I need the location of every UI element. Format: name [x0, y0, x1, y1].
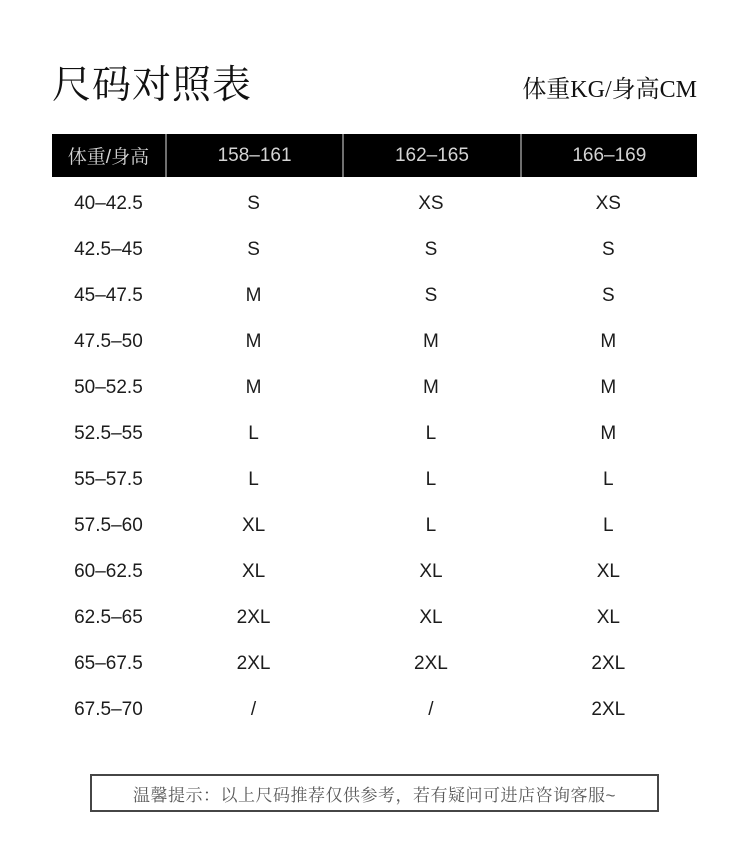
table-row — [52, 503, 697, 549]
row-weight-label: 52.5–55 — [74, 423, 143, 444]
size-cell: L — [248, 423, 259, 444]
size-cell: M — [600, 377, 617, 398]
size-cell: XS — [595, 193, 621, 214]
row-weight-label: 45–47.5 — [74, 285, 143, 306]
size-cell: S — [601, 239, 615, 260]
size-cell: XL — [419, 607, 443, 628]
size-cell: 2XL — [236, 653, 271, 674]
size-cell: M — [423, 377, 439, 398]
table-row — [52, 595, 697, 641]
size-cell: S — [424, 285, 438, 306]
size-cell: L — [425, 423, 437, 444]
table-row — [52, 227, 697, 273]
header-cell-weight-height: 体重/身高 — [67, 147, 150, 168]
row-weight-label: 57.5–60 — [74, 515, 143, 536]
table-row — [52, 641, 697, 687]
size-cell: L — [425, 469, 437, 490]
table-row — [52, 319, 697, 365]
footer-tip-box — [90, 774, 659, 812]
row-weight-label: 67.5–70 — [74, 699, 143, 720]
size-cell: L — [425, 515, 437, 536]
page-header — [52, 0, 697, 108]
table-row — [52, 181, 697, 227]
size-cell: / — [428, 699, 434, 720]
size-cell: / — [250, 699, 257, 720]
size-cell: S — [247, 193, 260, 214]
row-weight-label: 60–62.5 — [74, 561, 143, 582]
table-row — [52, 457, 697, 503]
size-table-body — [52, 177, 697, 733]
size-cell: L — [603, 469, 614, 490]
size-cell: XL — [419, 561, 443, 582]
header-cell-height-range: 162–165 — [342, 134, 519, 177]
size-cell: L — [603, 515, 614, 536]
size-cell: XL — [596, 607, 620, 628]
row-weight-label: 55–57.5 — [74, 469, 143, 490]
table-row — [52, 365, 697, 411]
size-cell: M — [245, 331, 262, 352]
size-cell: 2XL — [236, 607, 271, 628]
unit-note: 体重KG/身高CM — [522, 77, 697, 104]
row-weight-label: 65–67.5 — [74, 653, 143, 674]
row-weight-label: 62.5–65 — [74, 607, 143, 628]
size-cell: M — [423, 331, 439, 352]
row-weight-label: 42.5–45 — [74, 239, 143, 260]
size-cell: 2XL — [591, 699, 626, 720]
footer-tip-text: 温馨提示：以上尺码推荐仅供参考，若有疑问可进店咨询客服~ — [133, 785, 616, 805]
header-cell-height-range: 166–169 — [520, 134, 697, 177]
table-row — [52, 549, 697, 595]
size-cell: XL — [241, 561, 266, 582]
size-cell: M — [245, 377, 262, 398]
header-cell-height-range: 158–161 — [165, 134, 342, 177]
size-table-header-row — [52, 134, 697, 177]
row-weight-label: 47.5–50 — [74, 331, 143, 352]
size-cell: XL — [596, 561, 620, 582]
size-cell: XL — [241, 515, 266, 536]
table-row — [52, 411, 697, 457]
row-weight-label: 40–42.5 — [74, 193, 143, 214]
size-cell: S — [601, 285, 615, 306]
size-cell: L — [248, 469, 259, 490]
size-cell: M — [600, 423, 617, 444]
size-cell: M — [245, 285, 262, 306]
page-title: 尺码对照表 — [52, 64, 253, 108]
size-cell: 2XL — [414, 653, 448, 674]
table-row — [52, 273, 697, 319]
size-cell: 2XL — [591, 653, 626, 674]
size-cell: S — [424, 239, 438, 260]
table-row — [52, 687, 697, 733]
size-cell: S — [247, 239, 260, 260]
size-table — [52, 134, 697, 733]
size-cell: M — [600, 331, 617, 352]
size-cell: XS — [418, 193, 444, 214]
row-weight-label: 50–52.5 — [74, 377, 143, 398]
